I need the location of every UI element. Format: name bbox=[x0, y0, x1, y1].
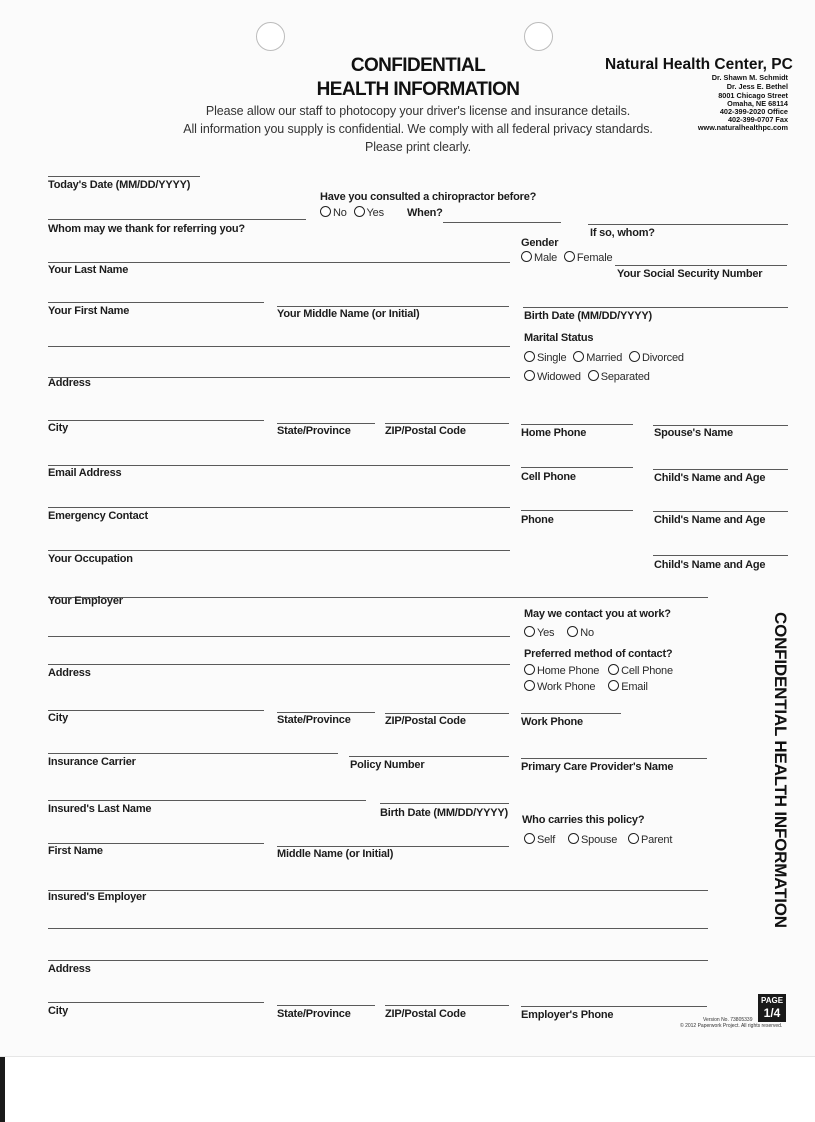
email-line[interactable] bbox=[48, 465, 510, 466]
radio-icon[interactable] bbox=[567, 626, 578, 637]
gender-options bbox=[521, 251, 616, 264]
insured-employer-line[interactable] bbox=[48, 890, 708, 891]
page-indicator bbox=[758, 994, 786, 1022]
child-3-label: Child's Name and Age bbox=[654, 559, 766, 571]
carrier-self-option[interactable]: Self bbox=[524, 833, 555, 846]
work-phone-label: Work Phone bbox=[521, 716, 583, 728]
radio-icon[interactable] bbox=[564, 251, 575, 262]
zip-label: ZIP/Postal Code bbox=[385, 425, 466, 437]
radio-icon[interactable] bbox=[524, 664, 535, 675]
radio-icon[interactable] bbox=[524, 370, 535, 381]
radio-icon[interactable] bbox=[521, 251, 532, 262]
todays-date-line[interactable] bbox=[48, 176, 200, 177]
form-title-line1: CONFIDENTIAL bbox=[350, 55, 486, 76]
radio-icon[interactable] bbox=[524, 626, 535, 637]
clinic-name: Natural Health Center, PC bbox=[605, 56, 793, 73]
child-2-line[interactable] bbox=[653, 511, 788, 512]
emergency-contact-line[interactable] bbox=[48, 507, 510, 508]
insured-state-line[interactable] bbox=[277, 1005, 375, 1006]
marital-married-option[interactable]: Married bbox=[573, 351, 622, 364]
zip-line[interactable] bbox=[385, 423, 509, 424]
phone-label: Phone bbox=[521, 514, 554, 526]
preferred-contact-row1 bbox=[524, 664, 677, 677]
employer-zip-label: ZIP/Postal Code bbox=[385, 715, 466, 727]
child-2-label: Child's Name and Age bbox=[654, 514, 766, 526]
middle-name-label: Your Middle Name (or Initial) bbox=[277, 308, 420, 320]
occupation-line[interactable] bbox=[48, 550, 510, 551]
who-carries-label: Who carries this policy? bbox=[522, 814, 645, 826]
cell-phone-line[interactable] bbox=[521, 467, 633, 468]
insured-zip-line[interactable] bbox=[385, 1005, 509, 1006]
preferred-email-option[interactable]: Email bbox=[608, 680, 648, 693]
employer-phone-label: Employer's Phone bbox=[521, 1009, 614, 1021]
occupation-label: Your Occupation bbox=[48, 553, 133, 565]
middle-name-line[interactable] bbox=[277, 306, 509, 307]
clinic-office-phone: 402-399-2020 Office bbox=[719, 107, 788, 116]
clinic-doctor-2: Dr. Jess E. Bethel bbox=[726, 82, 788, 91]
child-1-label: Child's Name and Age bbox=[654, 472, 766, 484]
todays-date-label: Today's Date (MM/DD/YYYY) bbox=[48, 179, 191, 191]
preferred-cell-phone-option[interactable]: Cell Phone bbox=[608, 664, 673, 677]
spouse-name-line[interactable] bbox=[653, 425, 788, 426]
contact-at-work-label: May we contact you at work? bbox=[524, 608, 671, 620]
radio-icon[interactable] bbox=[524, 680, 535, 691]
radio-icon[interactable] bbox=[354, 206, 365, 217]
clinic-doctor-1: Dr. Shawn M. Schmidt bbox=[711, 73, 788, 82]
child-3-line[interactable] bbox=[653, 555, 788, 556]
insured-first-name-line[interactable] bbox=[48, 843, 264, 844]
clinic-city: Omaha, NE 68114 bbox=[727, 99, 788, 108]
insured-city-line[interactable] bbox=[48, 1002, 264, 1003]
punch-hole-left bbox=[256, 22, 285, 51]
marital-status-label: Marital Status bbox=[524, 332, 594, 344]
if-so-whom-label: If so, whom? bbox=[590, 227, 655, 239]
preferred-contact-label: Preferred method of contact? bbox=[524, 648, 673, 660]
child-1-line[interactable] bbox=[653, 469, 788, 470]
intro-line-2: All information you supply is confidential. We comply with all federal privacy standards. bbox=[183, 122, 653, 136]
insured-address-line-1[interactable] bbox=[48, 928, 708, 929]
radio-icon[interactable] bbox=[524, 833, 535, 844]
first-name-line[interactable] bbox=[48, 302, 264, 303]
version-number: Version No. 73805339 bbox=[703, 1017, 753, 1023]
radio-icon[interactable] bbox=[629, 351, 640, 362]
gender-label: Gender bbox=[521, 237, 559, 249]
who-carries-options bbox=[524, 833, 676, 846]
intro-line-3: Please print clearly. bbox=[364, 140, 472, 154]
chiro-options bbox=[320, 206, 388, 219]
insured-middle-name-label: Middle Name (or Initial) bbox=[277, 848, 394, 860]
radio-icon[interactable] bbox=[524, 351, 535, 362]
when-line[interactable] bbox=[443, 222, 561, 223]
radio-icon[interactable] bbox=[568, 833, 579, 844]
insured-zip-label: ZIP/Postal Code bbox=[385, 1008, 466, 1020]
when-label: When? bbox=[407, 207, 443, 219]
policy-number-label: Policy Number bbox=[350, 759, 425, 771]
radio-icon[interactable] bbox=[628, 833, 639, 844]
radio-icon[interactable] bbox=[320, 206, 331, 217]
radio-icon[interactable] bbox=[573, 351, 584, 362]
copyright: © 2012 Paperwork Project. All rights reserved. bbox=[680, 1023, 783, 1029]
insurance-carrier-line[interactable] bbox=[48, 753, 338, 754]
employer-city-line[interactable] bbox=[48, 710, 264, 711]
scan-shadow bbox=[0, 1057, 5, 1122]
employer-address-line-2[interactable] bbox=[48, 664, 510, 665]
email-label: Email Address bbox=[48, 467, 122, 479]
employer-address-label: Address bbox=[48, 667, 91, 679]
primary-care-line[interactable] bbox=[521, 758, 707, 759]
marital-options-row1 bbox=[524, 351, 688, 364]
contact-at-work-yes-option[interactable]: Yes bbox=[524, 626, 554, 639]
employer-phone-line[interactable] bbox=[521, 1006, 707, 1007]
last-name-label: Your Last Name bbox=[48, 264, 129, 276]
address-line-1[interactable] bbox=[48, 346, 510, 347]
clinic-street: 8001 Chicago Street bbox=[718, 91, 788, 100]
city-label: City bbox=[48, 422, 68, 434]
page-number: 1/4 bbox=[763, 1006, 781, 1020]
radio-icon[interactable] bbox=[588, 370, 599, 381]
work-phone-line[interactable] bbox=[521, 713, 621, 714]
chiro-no-option[interactable]: No bbox=[320, 206, 347, 219]
employer-state-line[interactable] bbox=[277, 712, 375, 713]
if-so-whom-line[interactable] bbox=[588, 224, 788, 225]
marital-separated-option[interactable]: Separated bbox=[588, 370, 650, 383]
chiro-question-label: Have you consulted a chiropractor before? bbox=[320, 191, 537, 203]
insurance-carrier-label: Insurance Carrier bbox=[48, 756, 136, 768]
marital-widowed-option[interactable]: Widowed bbox=[524, 370, 581, 383]
last-name-line[interactable] bbox=[48, 262, 510, 263]
preferred-home-phone-option[interactable]: Home Phone bbox=[524, 664, 599, 677]
marital-options-row2 bbox=[524, 370, 654, 383]
address-label: Address bbox=[48, 377, 91, 389]
home-phone-line[interactable] bbox=[521, 424, 633, 425]
chiro-yes-option[interactable]: Yes bbox=[354, 206, 384, 219]
intro-line-1: Please allow our staff to photocopy your driver's license and insurance details. bbox=[205, 104, 631, 118]
insured-city-label: City bbox=[48, 1005, 68, 1017]
preferred-work-phone-option[interactable]: Work Phone bbox=[524, 680, 595, 693]
insured-state-label: State/Province bbox=[277, 1008, 351, 1020]
insured-middle-name-line[interactable] bbox=[277, 846, 509, 847]
insured-address-label: Address bbox=[48, 963, 91, 975]
carrier-spouse-option[interactable]: Spouse bbox=[568, 833, 617, 846]
radio-icon[interactable] bbox=[608, 680, 619, 691]
primary-care-label: Primary Care Provider's Name bbox=[521, 761, 674, 773]
punch-hole-right bbox=[524, 22, 553, 51]
contact-at-work-options bbox=[524, 626, 598, 639]
clinic-website: www.naturalhealthpc.com bbox=[697, 123, 788, 132]
first-name-label: Your First Name bbox=[48, 305, 130, 317]
insured-address-line-2[interactable] bbox=[48, 960, 708, 961]
employer-label: Your Employer bbox=[48, 595, 123, 607]
employer-line[interactable] bbox=[48, 597, 708, 598]
state-label: State/Province bbox=[277, 425, 351, 437]
address-line-2[interactable] bbox=[48, 377, 510, 378]
preferred-contact-row2 bbox=[524, 680, 652, 693]
insured-last-name-line[interactable] bbox=[48, 800, 366, 801]
clinic-fax: 402-399-0707 Fax bbox=[727, 115, 788, 124]
ssn-line[interactable] bbox=[615, 265, 787, 266]
policy-number-line[interactable] bbox=[349, 756, 509, 757]
radio-icon[interactable] bbox=[608, 664, 619, 675]
form-title-line2: HEALTH INFORMATION bbox=[316, 79, 520, 100]
birth-date-line[interactable] bbox=[523, 307, 788, 308]
gender-male-option[interactable]: Male bbox=[521, 251, 557, 264]
insured-birth-date-label: Birth Date (MM/DD/YYYY) bbox=[380, 807, 509, 819]
contact-at-work-no-option[interactable]: No bbox=[567, 626, 594, 639]
side-title-text: CONFIDENTIAL HEALTH INFORMATION bbox=[771, 612, 790, 928]
referring-label: Whom may we thank for referring you? bbox=[48, 223, 245, 235]
insured-birth-date-line[interactable] bbox=[380, 803, 509, 804]
scan-bottom-edge bbox=[0, 1056, 815, 1122]
insured-first-name-label: First Name bbox=[48, 845, 103, 857]
referring-line[interactable] bbox=[48, 219, 306, 220]
state-line[interactable] bbox=[277, 423, 375, 424]
insured-employer-label: Insured's Employer bbox=[48, 891, 147, 903]
insured-last-name-label: Insured's Last Name bbox=[48, 803, 152, 815]
city-line[interactable] bbox=[48, 420, 264, 421]
spouse-name-label: Spouse's Name bbox=[654, 427, 733, 439]
phone-line[interactable] bbox=[521, 510, 633, 511]
home-phone-label: Home Phone bbox=[521, 427, 587, 439]
page-label: PAGE bbox=[760, 996, 784, 1005]
emergency-contact-label: Emergency Contact bbox=[48, 510, 148, 522]
gender-female-option[interactable]: Female bbox=[564, 251, 612, 264]
employer-zip-line[interactable] bbox=[385, 713, 509, 714]
marital-divorced-option[interactable]: Divorced bbox=[629, 351, 684, 364]
employer-address-line-1[interactable] bbox=[48, 636, 510, 637]
side-title bbox=[762, 612, 792, 984]
cell-phone-label: Cell Phone bbox=[521, 471, 576, 483]
carrier-parent-option[interactable]: Parent bbox=[628, 833, 672, 846]
marital-single-option[interactable]: Single bbox=[524, 351, 566, 364]
employer-city-label: City bbox=[48, 712, 68, 724]
birth-date-label: Birth Date (MM/DD/YYYY) bbox=[524, 310, 653, 322]
employer-state-label: State/Province bbox=[277, 714, 351, 726]
ssn-label: Your Social Security Number bbox=[617, 268, 763, 280]
